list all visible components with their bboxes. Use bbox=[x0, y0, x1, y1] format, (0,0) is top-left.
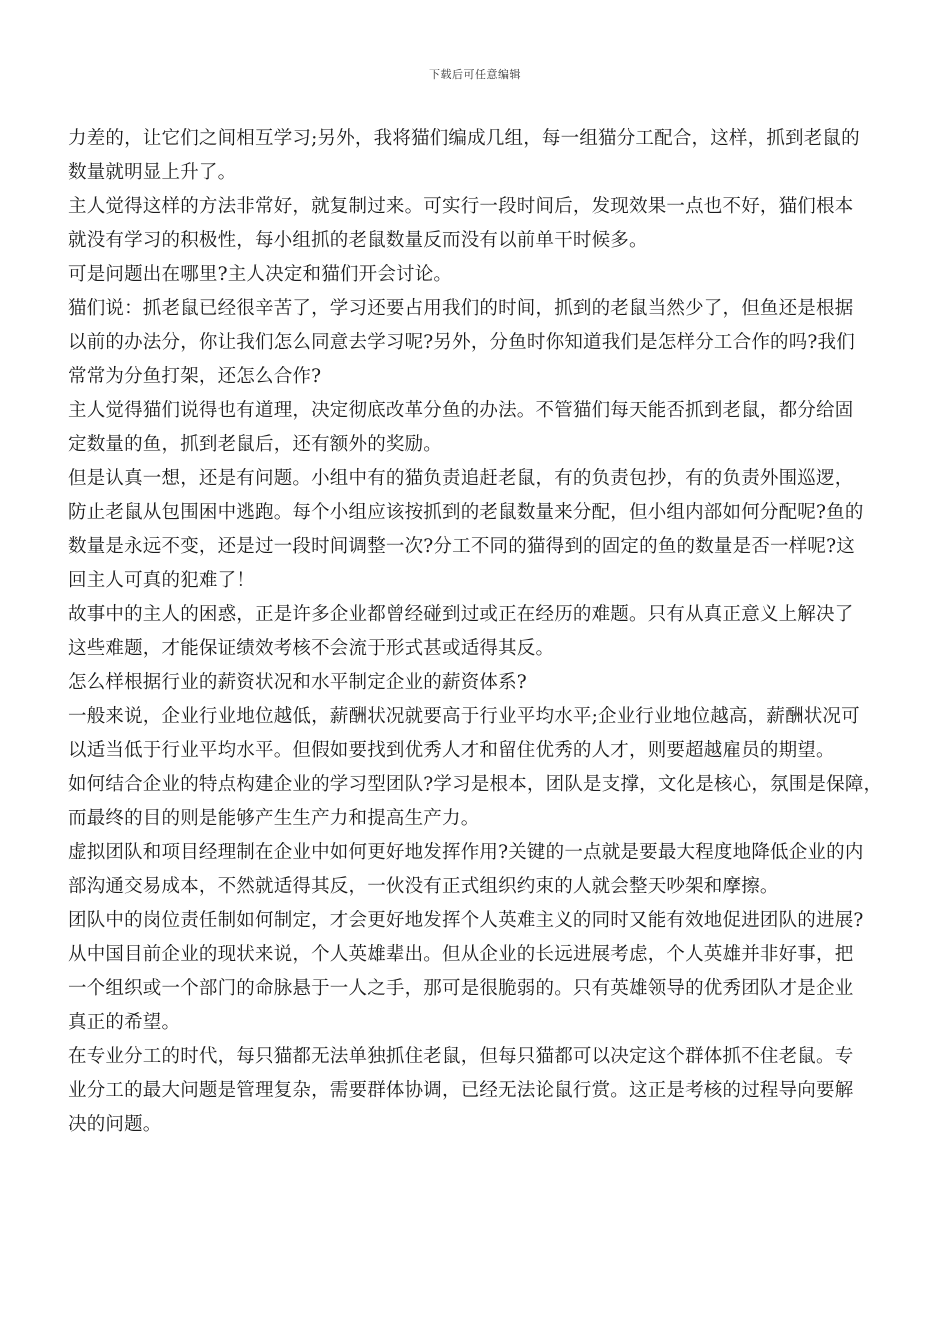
document-body bbox=[68, 122, 890, 1142]
text-line: 力差的，让它们之间相互学习;另外，我将猫们编成几组，每一组猫分工配合，这样，抓到老鼠的 bbox=[68, 128, 860, 149]
text-line: 在专业分工的时代，每只猫都无法单独抓住老鼠，但每只猫都可以决定这个群体抓不住老鼠。专 bbox=[68, 1046, 854, 1067]
text-line: 防止老鼠从包围困中逃跑。每个小组应该按抓到的老鼠数量来分配，但小组内部如何分配呢?鱼的 bbox=[68, 502, 864, 523]
text-line: 业分工的最大问题是管理复杂，需要群体协调，已经无法论鼠行赏。这正是考核的过程导向要解 bbox=[68, 1080, 854, 1101]
text-line: 如何结合企业的特点构建企业的学习型团队?学习是根本，团队是支撑，文化是核心，氛围是保障， bbox=[68, 774, 883, 795]
text-line: 主人觉得这样的方法非常好，就复制过来。可实行一段时间后，发现效果一点也不好，猫们根本 bbox=[68, 196, 854, 217]
text-line: 决的问题。 bbox=[68, 1114, 162, 1135]
text-line: 怎么样根据行业的薪资状况和水平制定企业的薪资体系? bbox=[68, 672, 527, 693]
text-line: 真正的希望。 bbox=[68, 1012, 181, 1033]
text-line: 部沟通交易成本，不然就适得其反，一伙没有正式组织约束的人就会整天吵架和摩擦。 bbox=[68, 876, 779, 897]
text-line: 可是问题出在哪里?主人决定和猫们开会讨论。 bbox=[68, 264, 453, 285]
text-line: 以适当低于行业平均水平。但假如要找到优秀人才和留住优秀的人才，则要超越雇员的期望。 bbox=[68, 740, 835, 761]
text-line: 虚拟团队和项目经理制在企业中如何更好地发挥作用?关键的一点就是要最大程度地降低企业的内 bbox=[68, 842, 864, 863]
text-line: 故事中的主人的困惑，正是许多企业都曾经碰到过或正在经历的难题。只有从真正意义上解决了 bbox=[68, 604, 854, 625]
text-line: 定数量的鱼，抓到老鼠后，还有额外的奖励。 bbox=[68, 434, 443, 455]
text-line: 从中国目前企业的现状来说，个人英雄辈出。但从企业的长远进展考虑，个人英雄并非好事，把 bbox=[68, 944, 854, 965]
text-line: 数量是永远不变，还是过一段时间调整一次?分工不同的猫得到的固定的鱼的数量是否一样呢?这 bbox=[68, 536, 855, 557]
text-line: 回主人可真的犯难了！ bbox=[68, 570, 256, 591]
text-line: 而最终的目的则是能够产生生产力和提高生产力。 bbox=[68, 808, 480, 829]
text-line: 团队中的岗位责任制如何制定，才会更好地发挥个人英难主义的同时又能有效地促进团队的进展? bbox=[68, 910, 864, 931]
text-line: 常常为分鱼打架，还怎么合作? bbox=[68, 366, 322, 387]
text-line: 主人觉得猫们说得也有道理，决定彻底改革分鱼的办法。不管猫们每天能否抓到老鼠，都分给固 bbox=[68, 400, 854, 421]
page-header: 下载后可任意编辑 bbox=[429, 68, 521, 81]
text-line: 猫们说：抓老鼠已经很辛苦了，学习还要占用我们的时间，抓到的老鼠当然少了，但鱼还是根据 bbox=[68, 298, 854, 319]
text-line: 一般来说，企业行业地位越低，薪酬状况就要高于行业平均水平;企业行业地位越高，薪酬状况可 bbox=[68, 706, 860, 727]
text-line: 这些难题，才能保证绩效考核不会流于形式甚或适得其反。 bbox=[68, 638, 555, 659]
text-line: 就没有学习的积极性，每小组抓的老鼠数量反而没有以前单干时候多。 bbox=[68, 230, 648, 251]
text-line: 一个组织或一个部门的命脉悬于一人之手，那可是很脆弱的。只有英雄领导的优秀团队才是企业 bbox=[68, 978, 854, 999]
text-line: 数量就明显上升了。 bbox=[68, 162, 237, 183]
text-line: 但是认真一想，还是有问题。小组中有的猫负责追赶老鼠，有的负责包抄，有的负责外围巡逻， bbox=[68, 468, 854, 489]
text-line: 以前的办法分，你让我们怎么同意去学习呢?另外，分鱼时你知道我们是怎样分工合作的吗?我们 bbox=[68, 332, 855, 353]
